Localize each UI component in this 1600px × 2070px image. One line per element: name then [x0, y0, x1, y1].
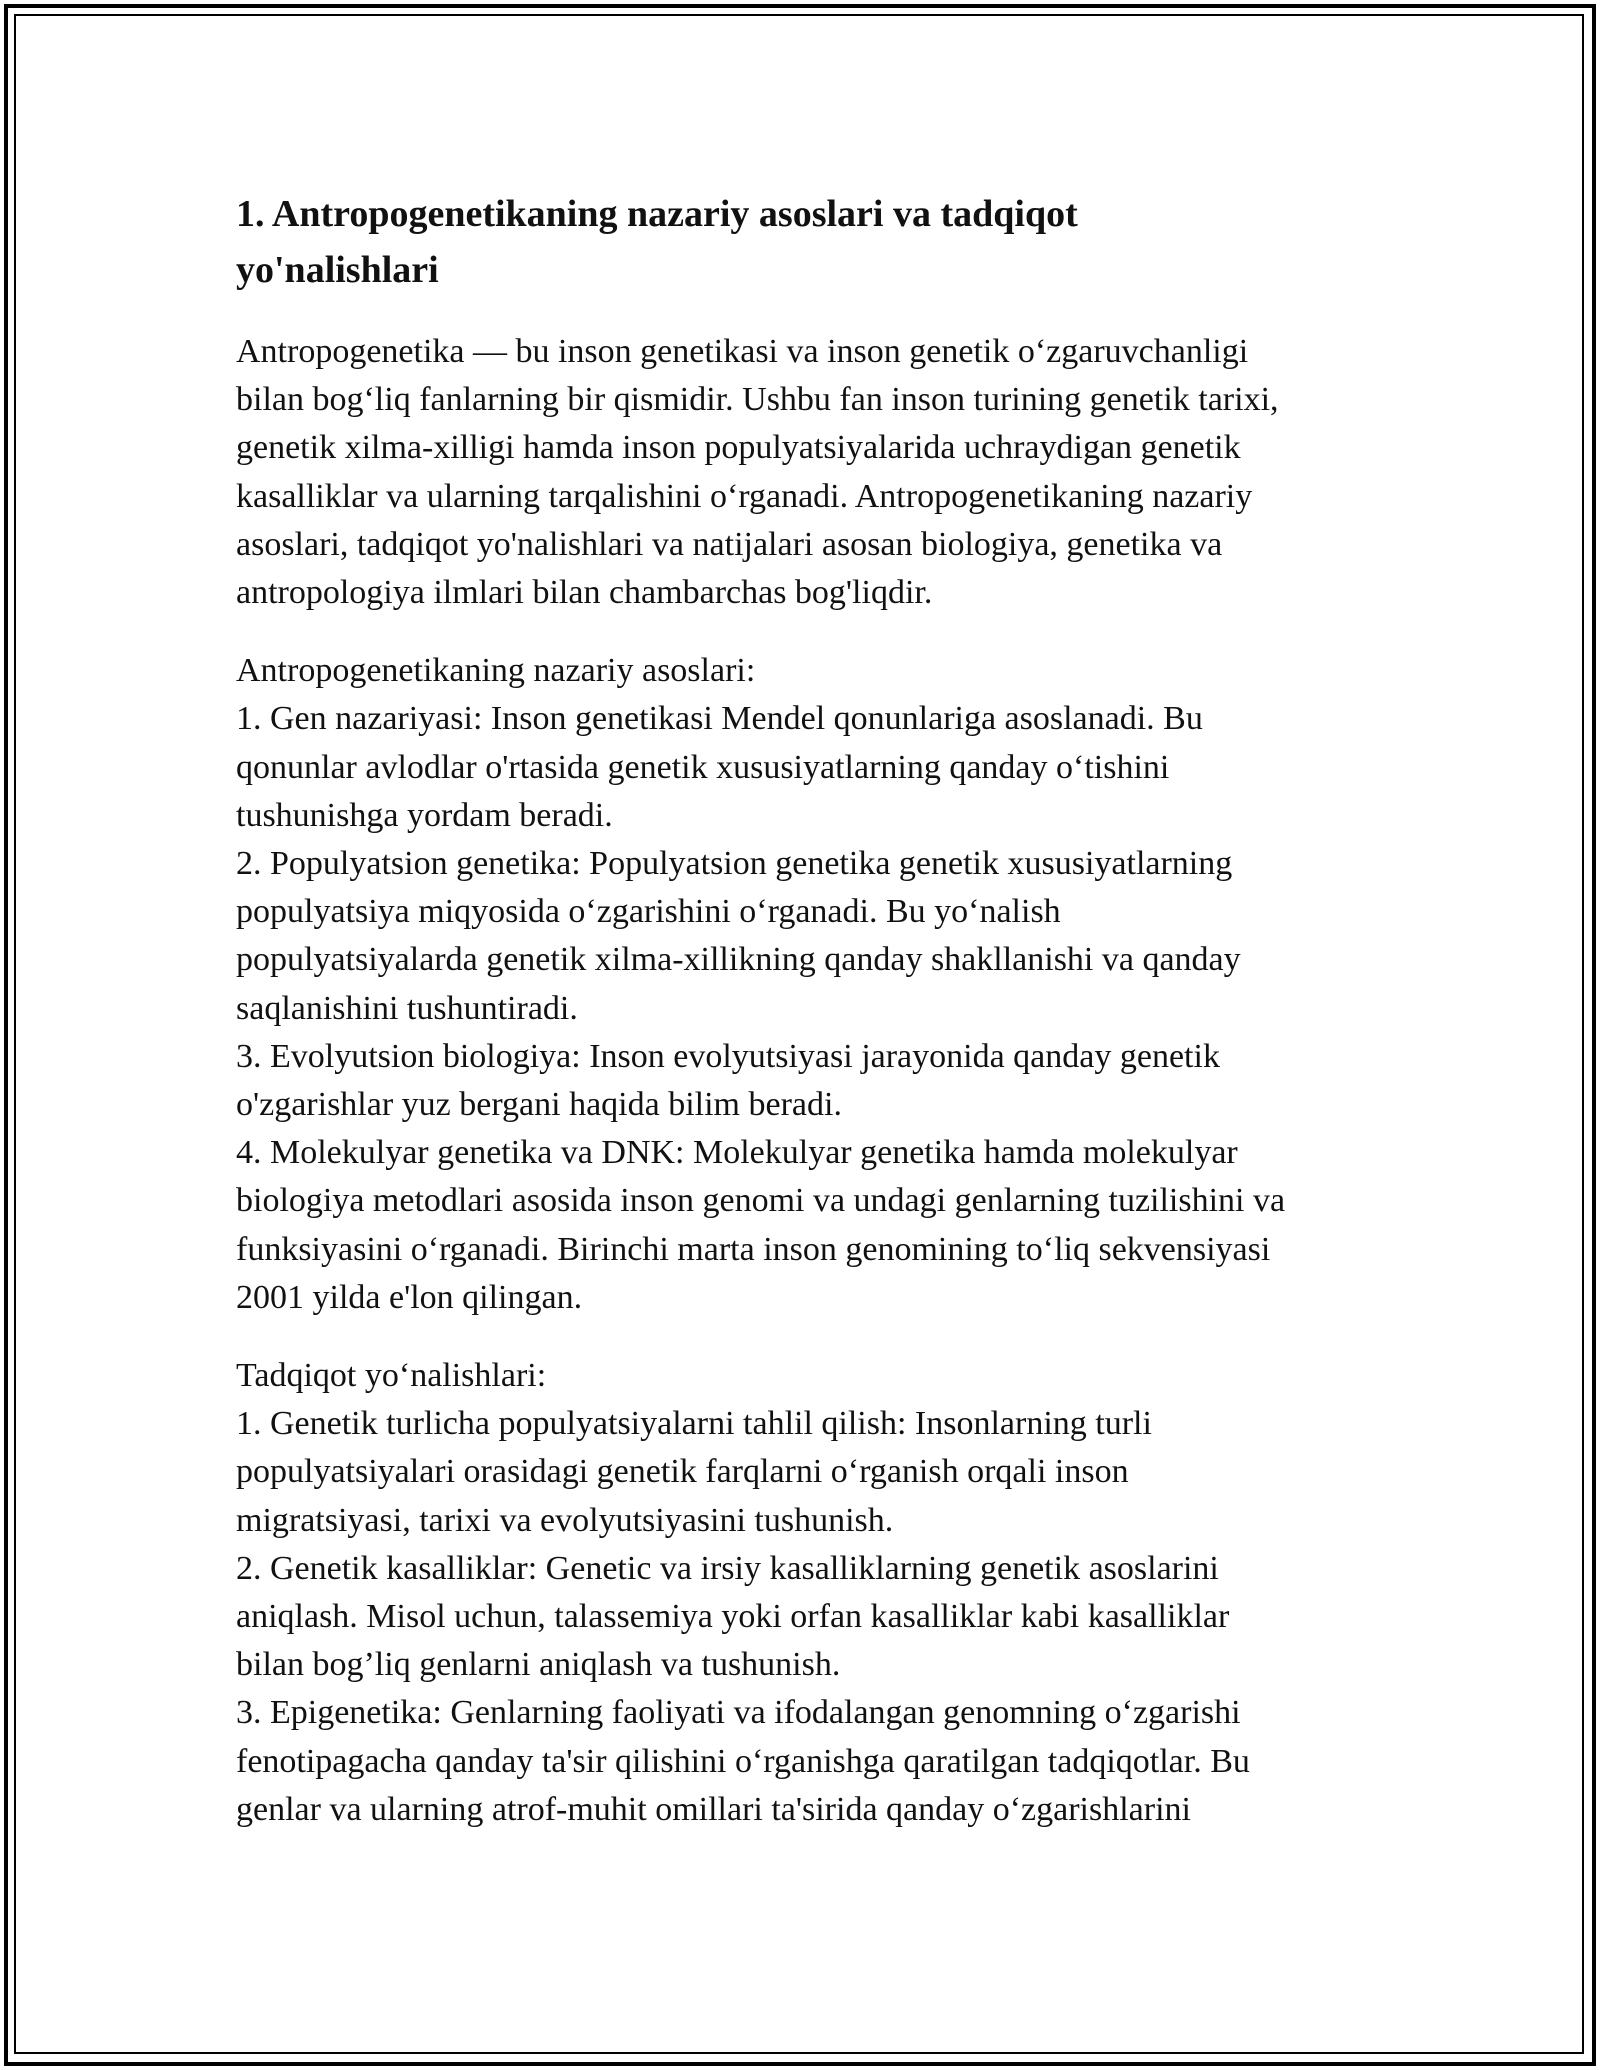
document-body [236, 186, 1386, 1834]
theoretical-foundations-paragraph: Antropogenetikaning nazariy asoslari: 1. Gen nazariyasi: Inson genetikasi Mendel qonunlariga asoslanadi. Bu qonunlar avlodlar o'rtasida genetik xususiyatlarning qanday o‘tishini tushunishga yordam beradi. 2. Populyatsion genetika: Populyatsion genetika genetik xususiyatlarning populyatsiya miqyosida o‘zgarishini o‘rganadi. Bu yo‘nalish populyatsiyalarda genetik xilma-xillikning qanday shakllanishi va qanday saqlanishini tushuntiradi. 3. Evolyutsion biologiya: Inson evolyutsiyasi jarayonida qanday genetik o'zgarishlar yuz bergani haqida bilim beradi. 4. Molekulyar genetika va DNK: Molekulyar genetika hamda molekulyar biologiya metodlari asosida inson genomi va undagi genlarning tuzilishini va funksiyasini o‘rganadi. Birinchi marta inson genomining to‘liq sekvensiyasi 2001 yilda e'lon qilingan. [236, 652, 1286, 1316]
research-directions-paragraph: Tadqiqot yo‘nalishlari: 1. Genetik turlicha populyatsiyalarni tahlil qilish: Insonlarning turli populyatsiyalari orasidagi genetik farqlarni o‘rganish orqali inson migratsiyasi, tarixi va evolyutsiyasini tushunish. 2. Genetik kasalliklar: Genetic va irsiy kasalliklarning genetik asoslarini aniqlash. Misol uchun, talassemiya yoki orfan kasalliklar kabi kasalliklar bilan bog’liq genlarni aniqlash va tushunish. 3. Epigenetika: Genlarning faoliyati va ifodalangan genomning o‘zgarishi fenotipagacha qanday ta'sir qilishini o‘rganishga qaratilgan tadqiqotlar. Bu genlar va ularning atrof-muhit omillari ta'sirida qanday o‘zgarishlarini [236, 1357, 1250, 1828]
section-heading: 1. Antropogenetikaning nazariy asoslari va tadqiqot yo'nalishlari [236, 193, 1078, 291]
intro-paragraph: Antropogenetika — bu inson genetikasi va inson genetik o‘zgaruvchanligi bilan bog‘liq fanlarning bir qismidir. Ushbu fan inson turining genetik tarixi, genetik xilma-xilligi hamda inson populyatsiyalarida uchraydigan genetik kasalliklar va ularning tarqalishini o‘rganadi. Antropogenetikaning nazariy asoslari, tadqiqot yo'nalishlari va natijalari asosan biologiya, genetika va antropologiya ilmlari bilan chambarchas bog'liqdir. [236, 333, 1279, 612]
